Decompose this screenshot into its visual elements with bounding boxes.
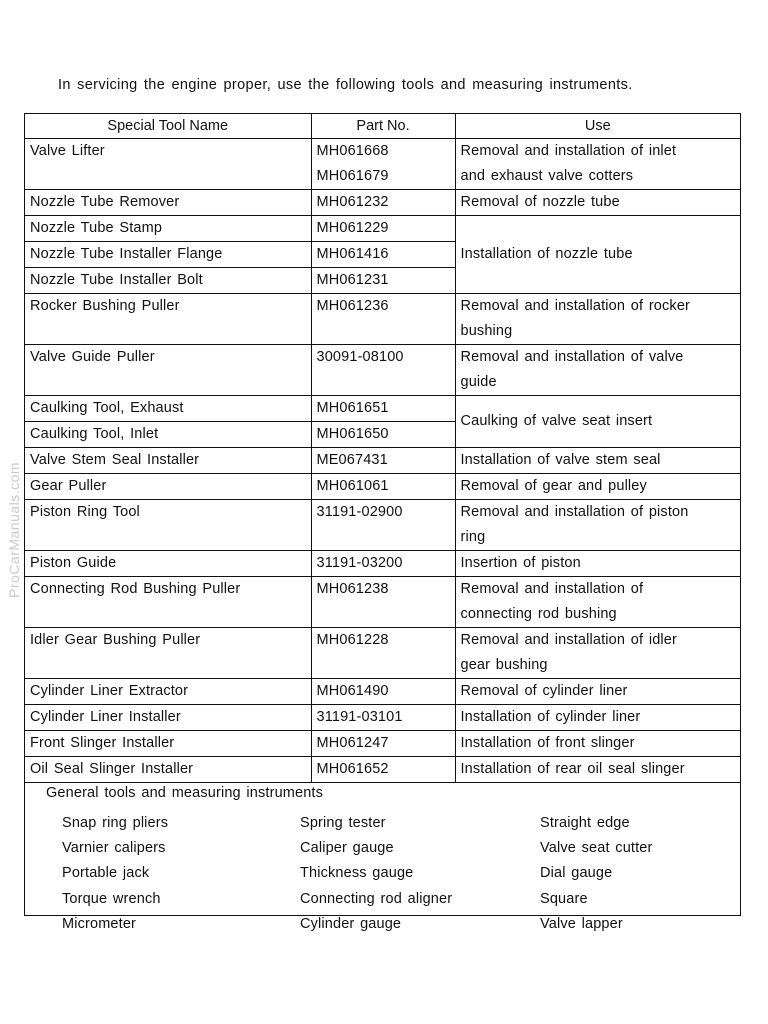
tool-name-cell (25, 139, 311, 190)
tool-name-cell (25, 448, 311, 474)
part-no-cell-line: MH061679 (316, 168, 389, 184)
use-cell-line: Insertion of piston (460, 555, 581, 571)
part-no-cell-line: 31191-03101 (316, 709, 403, 725)
table-row (25, 705, 740, 731)
use-cell (455, 190, 740, 216)
use-cell (455, 757, 740, 783)
tool-name-cell-line: Gear Puller (30, 478, 107, 494)
table-row (25, 577, 740, 628)
tool-name-cell (25, 679, 311, 705)
table-row (25, 345, 740, 396)
tool-name-cell (25, 242, 311, 268)
table-row (25, 139, 740, 190)
part-no-cell (311, 216, 455, 242)
tool-name-cell (25, 216, 311, 242)
use-cell (455, 731, 740, 757)
table-header-row (25, 114, 740, 139)
header-part-no: Part No. (311, 114, 455, 139)
watermark: ProCarManuals.com (6, 461, 22, 599)
part-no-cell (311, 190, 455, 216)
tool-name-cell-line: Piston Ring Tool (30, 504, 140, 520)
tool-name-cell-line: Nozzle Tube Stamp (30, 220, 163, 236)
tool-name-cell (25, 757, 311, 783)
use-cell (455, 294, 740, 345)
tool-name-cell (25, 731, 311, 757)
tool-name-cell-line: Nozzle Tube Remover (30, 194, 180, 210)
tool-name-cell-line: Cylinder Liner Extractor (30, 683, 189, 699)
part-no-cell-line: MH061232 (316, 194, 389, 210)
general-tool-item: Thickness gauge (300, 865, 414, 882)
general-tool-item: Caliper gauge (300, 840, 394, 857)
part-no-cell-line: MH061650 (316, 426, 389, 442)
table-row (25, 551, 740, 577)
tool-name-cell-line: Idler Gear Bushing Puller (30, 632, 201, 648)
use-cell (455, 500, 740, 551)
table-row (25, 216, 740, 242)
part-no-cell-line: MH061652 (316, 761, 389, 777)
general-tools-column (300, 811, 452, 937)
general-tool-item: Connecting rod aligner (300, 890, 453, 907)
part-no-cell (311, 757, 455, 783)
tool-name-cell-line: Oil Seal Slinger Installer (30, 761, 194, 777)
use-cell (455, 448, 740, 474)
tool-name-cell-line: Front Slinger Installer (30, 735, 175, 751)
use-cell-line: Installation of cylinder liner (460, 709, 641, 725)
table-row (25, 190, 740, 216)
use-cell-line: Removal and installation of valve (460, 349, 684, 365)
use-cell (455, 139, 740, 190)
general-tools-column (540, 811, 652, 937)
header-tool-name: Special Tool Name (25, 114, 311, 139)
part-no-cell (311, 294, 455, 345)
part-no-cell (311, 551, 455, 577)
tool-name-cell (25, 190, 311, 216)
part-no-cell-line: 31191-03200 (316, 555, 403, 571)
use-cell (455, 216, 740, 294)
use-cell-line: guide (460, 374, 497, 390)
part-no-cell-line: MH061247 (316, 735, 389, 751)
table-row (25, 396, 740, 422)
use-cell (455, 551, 740, 577)
general-tools-section (25, 783, 740, 935)
part-no-cell (311, 268, 455, 294)
use-cell (455, 345, 740, 396)
use-cell (455, 577, 740, 628)
part-no-cell (311, 679, 455, 705)
use-cell (455, 474, 740, 500)
general-tool-item: Snap ring pliers (62, 815, 169, 831)
use-cell-line: ring (460, 529, 486, 545)
tool-name-cell-line: Valve Guide Puller (30, 349, 155, 365)
part-no-cell (311, 500, 455, 551)
part-no-cell (311, 345, 455, 396)
table-row (25, 679, 740, 705)
part-no-cell (311, 422, 455, 448)
tool-name-cell (25, 551, 311, 577)
part-no-cell (311, 577, 455, 628)
tool-name-cell (25, 294, 311, 345)
general-tool-item: Valve lapper (540, 915, 623, 932)
tool-name-cell-line: Caulking Tool, Exhaust (30, 400, 184, 416)
general-tools-title: General tools and measuring instruments (46, 785, 324, 801)
tool-name-cell (25, 705, 311, 731)
tool-name-cell-line: Nozzle Tube Installer Bolt (30, 272, 203, 288)
part-no-cell-line: MH061416 (316, 246, 389, 262)
part-no-cell (311, 474, 455, 500)
use-cell (455, 628, 740, 679)
general-tool-item: Portable jack (62, 865, 150, 882)
table-row (25, 474, 740, 500)
tool-name-cell-line: Caulking Tool, Inlet (30, 426, 159, 442)
tool-name-cell (25, 422, 311, 448)
tool-name-cell-line: Connecting Rod Bushing Puller (30, 581, 241, 597)
use-cell-line: Removal of cylinder liner (460, 683, 628, 699)
use-cell-line: connecting rod bushing (460, 606, 617, 622)
general-tool-item: Cylinder gauge (300, 915, 402, 932)
general-tool-item: Torque wrench (62, 890, 161, 907)
general-tool-item: Dial gauge (540, 865, 613, 882)
part-no-cell-line: MH061228 (316, 632, 389, 648)
table-row (25, 757, 740, 783)
tool-name-cell (25, 268, 311, 294)
use-cell-line: Installation of valve stem seal (460, 452, 661, 468)
use-cell-line: Caulking of valve seat insert (460, 413, 653, 429)
use-cell-line: Installation of rear oil seal slinger (460, 761, 685, 777)
tool-name-cell-line: Nozzle Tube Installer Flange (30, 246, 223, 262)
tool-name-cell-line: Valve Lifter (30, 143, 105, 159)
part-no-cell-line: ME067431 (316, 452, 388, 468)
use-cell-line: Installation of nozzle tube (460, 246, 633, 262)
use-cell-line: and exhaust valve cotters (460, 168, 634, 184)
general-tool-item: Varnier calipers (62, 840, 166, 857)
tool-name-cell (25, 396, 311, 422)
tool-name-cell-line: Valve Stem Seal Installer (30, 452, 200, 468)
use-cell-line: Removal of nozzle tube (460, 194, 620, 210)
part-no-cell-line: 31191-02900 (316, 504, 403, 520)
tool-name-cell (25, 474, 311, 500)
part-no-cell-line: MH061231 (316, 272, 389, 288)
use-cell-line: Removal and installation of piston (460, 504, 689, 520)
use-cell (455, 396, 740, 448)
use-cell-line: bushing (460, 323, 513, 339)
tool-name-cell-line: Rocker Bushing Puller (30, 298, 180, 314)
use-cell-line: Removal and installation of inlet (460, 143, 677, 159)
tools-box (24, 113, 741, 932)
part-no-cell (311, 396, 455, 422)
part-no-cell-line: MH061651 (316, 400, 389, 416)
use-cell (455, 679, 740, 705)
table-row (25, 500, 740, 551)
table-row (25, 448, 740, 474)
part-no-cell-line: MH061229 (316, 220, 389, 236)
tool-name-cell-line: Piston Guide (30, 555, 117, 571)
general-tool-item: Valve seat cutter (540, 840, 653, 857)
use-cell-line: Removal and installation of rocker (460, 298, 691, 314)
header-use: Use (455, 114, 740, 139)
intro-text: In servicing the engine proper, use the following tools and measuring instruments. (58, 77, 633, 93)
general-tool-item: Spring tester (300, 815, 386, 831)
part-no-cell-line: 30091-08100 (316, 349, 404, 365)
general-tool-item: Micrometer (62, 915, 137, 932)
part-no-cell-line: MH061061 (316, 478, 389, 494)
part-no-cell (311, 731, 455, 757)
part-no-cell (311, 628, 455, 679)
part-no-cell-line: MH061236 (316, 298, 389, 314)
use-cell-line: gear bushing (460, 657, 548, 673)
use-cell-line: Removal and installation of idler (460, 632, 677, 648)
tool-name-cell (25, 500, 311, 551)
table-row (25, 294, 740, 345)
general-tool-item: Square (540, 890, 588, 907)
tool-name-cell-line: Cylinder Liner Installer (30, 709, 181, 725)
table-row (25, 731, 740, 757)
part-no-cell-line: MH061490 (316, 683, 389, 699)
general-tools-column (62, 811, 168, 937)
part-no-cell (311, 448, 455, 474)
tool-name-cell (25, 628, 311, 679)
table-row (25, 628, 740, 679)
part-no-cell (311, 242, 455, 268)
use-cell-line: Installation of front slinger (460, 735, 635, 751)
part-no-cell (311, 705, 455, 731)
tool-name-cell (25, 345, 311, 396)
use-cell (455, 705, 740, 731)
special-tools-table (25, 114, 740, 783)
use-cell-line: Removal of gear and pulley (460, 478, 647, 494)
part-no-cell (311, 139, 455, 190)
part-no-cell-line: MH061238 (316, 581, 389, 597)
tool-name-cell (25, 577, 311, 628)
use-cell-line: Removal and installation of (460, 581, 644, 597)
part-no-cell-line: MH061668 (316, 143, 389, 159)
general-tool-item: Straight edge (540, 815, 630, 831)
